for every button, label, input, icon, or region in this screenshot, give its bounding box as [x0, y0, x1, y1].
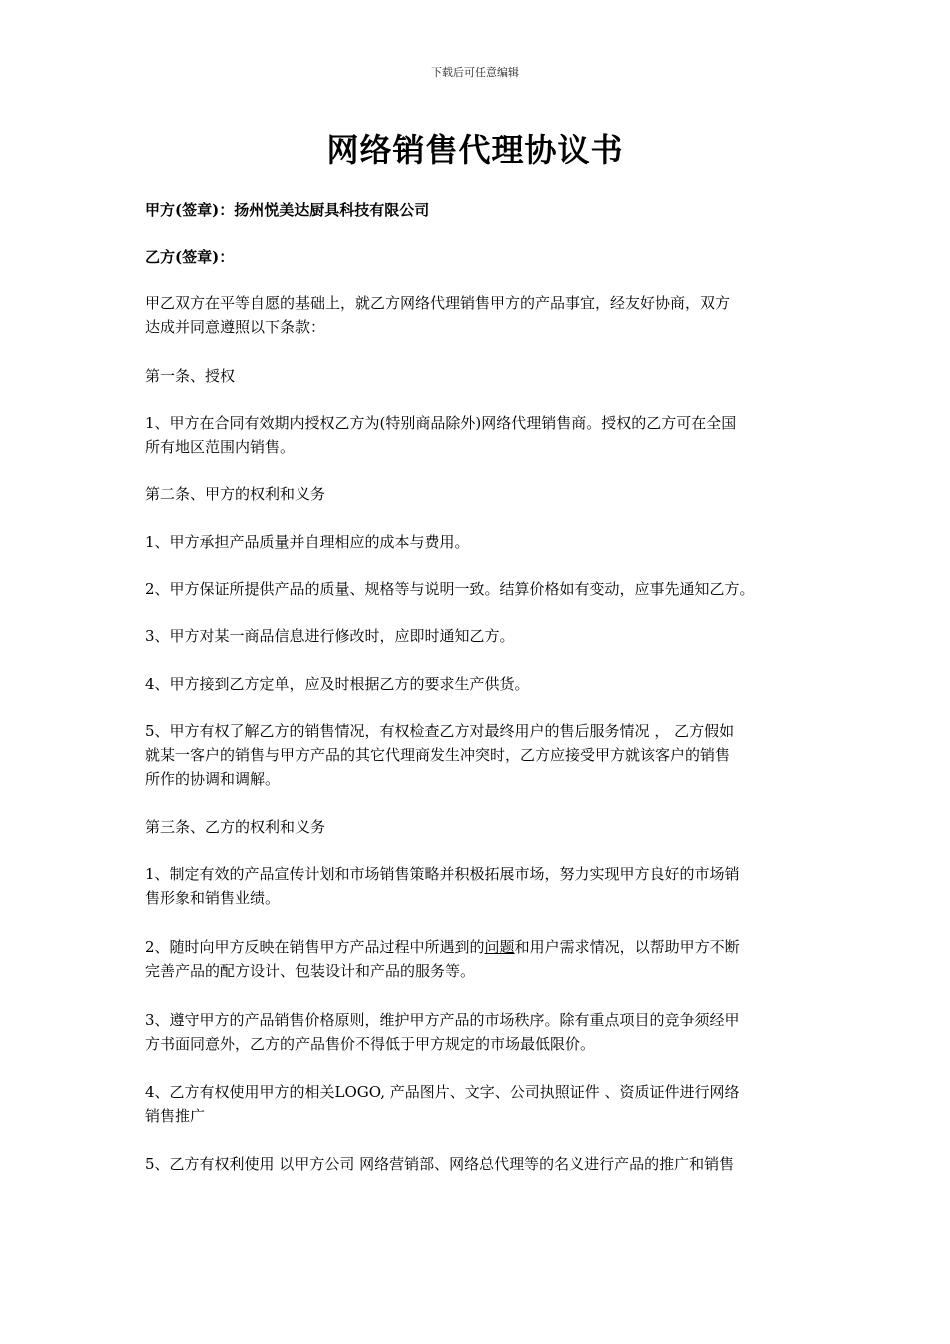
article-3-item-2-text-before: 2、随时向甲方反映在销售甲方产品过程中所遇到的	[145, 938, 485, 956]
article-3-item-1-line-1: 1、制定有效的产品宣传计划和市场销售策略并积极拓展市场，努力实现甲方良好的市场销	[145, 865, 740, 883]
article-3-item-5: 5、乙方有权利使用 以甲方公司 网络营销部、网络总代理等的名义进行产品的推广和销售	[145, 1155, 735, 1173]
header-note: 下载后可任意编辑	[431, 66, 519, 79]
article-1-heading: 第一条、授权	[145, 367, 236, 385]
article-3-item-4-line-1: 4、乙方有权使用甲方的相关LOGO, 产品图片、文字、公司执照证件 、资质证件进行网络	[145, 1083, 740, 1101]
article-3-item-2-underlined-term: 问题	[484, 938, 515, 956]
article-2-heading: 第二条、甲方的权利和义务	[145, 485, 326, 503]
article-2-item-5-line-2: 就某一客户的销售与甲方产品的其它代理商发生冲突时，乙方应接受甲方就该客户的销售	[145, 746, 731, 764]
article-1-item-1-line-1: 1、甲方在合同有效期内授权乙方为(特别商品除外)网络代理销售商。授权的乙方可在全国	[145, 414, 737, 432]
article-3-item-2-line-1	[145, 935, 740, 959]
intro-line-1: 甲乙双方在平等自愿的基础上，就乙方网络代理销售甲方的产品事宜，经友好协商，双方	[145, 294, 731, 312]
article-3-item-3-line-1: 3、遵守甲方的产品销售价格原则，维护甲方产品的市场秩序。除有重点项目的竞争须经甲	[145, 1011, 740, 1029]
article-1-item-1-line-2: 所有地区范围内销售。	[145, 438, 296, 456]
article-2-item-5-line-3: 所作的协调和调解。	[145, 770, 281, 788]
article-3-item-2-line-2: 完善产品的配方设计、包装设计和产品的服务等。	[145, 962, 476, 980]
article-2-item-5-line-1: 5、甲方有权了解乙方的销售情况，有权检查乙方对最终用户的售后服务情况 ， 乙方假如	[145, 722, 735, 740]
article-2-item-3: 3、甲方对某一商品信息进行修改时，应即时通知乙方。	[145, 627, 515, 645]
article-3-item-1-line-2: 售形象和销售业绩。	[145, 889, 281, 907]
document-title: 网络销售代理协议书	[326, 131, 624, 169]
article-3-item-4-line-2: 销售推广	[145, 1107, 206, 1125]
article-3-heading: 第三条、乙方的权利和义务	[145, 818, 326, 836]
article-3-item-3-line-2: 方书面同意外，乙方的产品售价不得低于甲方规定的市场最低限价。	[145, 1035, 596, 1053]
article-3-item-2-text-after: 和用户需求情况，以帮助甲方不断	[514, 938, 740, 956]
article-2-item-1: 1、甲方承担产品质量并自理相应的成本与费用。	[145, 533, 470, 551]
article-2-item-2: 2、甲方保证所提供产品的质量、规格等与说明一致。结算价格如有变动，应事先通知乙方。	[145, 580, 755, 598]
party-b-line: 乙方(签章)：	[145, 248, 235, 266]
intro-line-2: 达成并同意遵照以下条款：	[145, 318, 326, 336]
party-a-line: 甲方(签章)：扬州悦美达厨具科技有限公司	[145, 201, 430, 219]
article-2-item-4: 4、甲方接到乙方定单，应及时根据乙方的要求生产供货。	[145, 675, 530, 693]
